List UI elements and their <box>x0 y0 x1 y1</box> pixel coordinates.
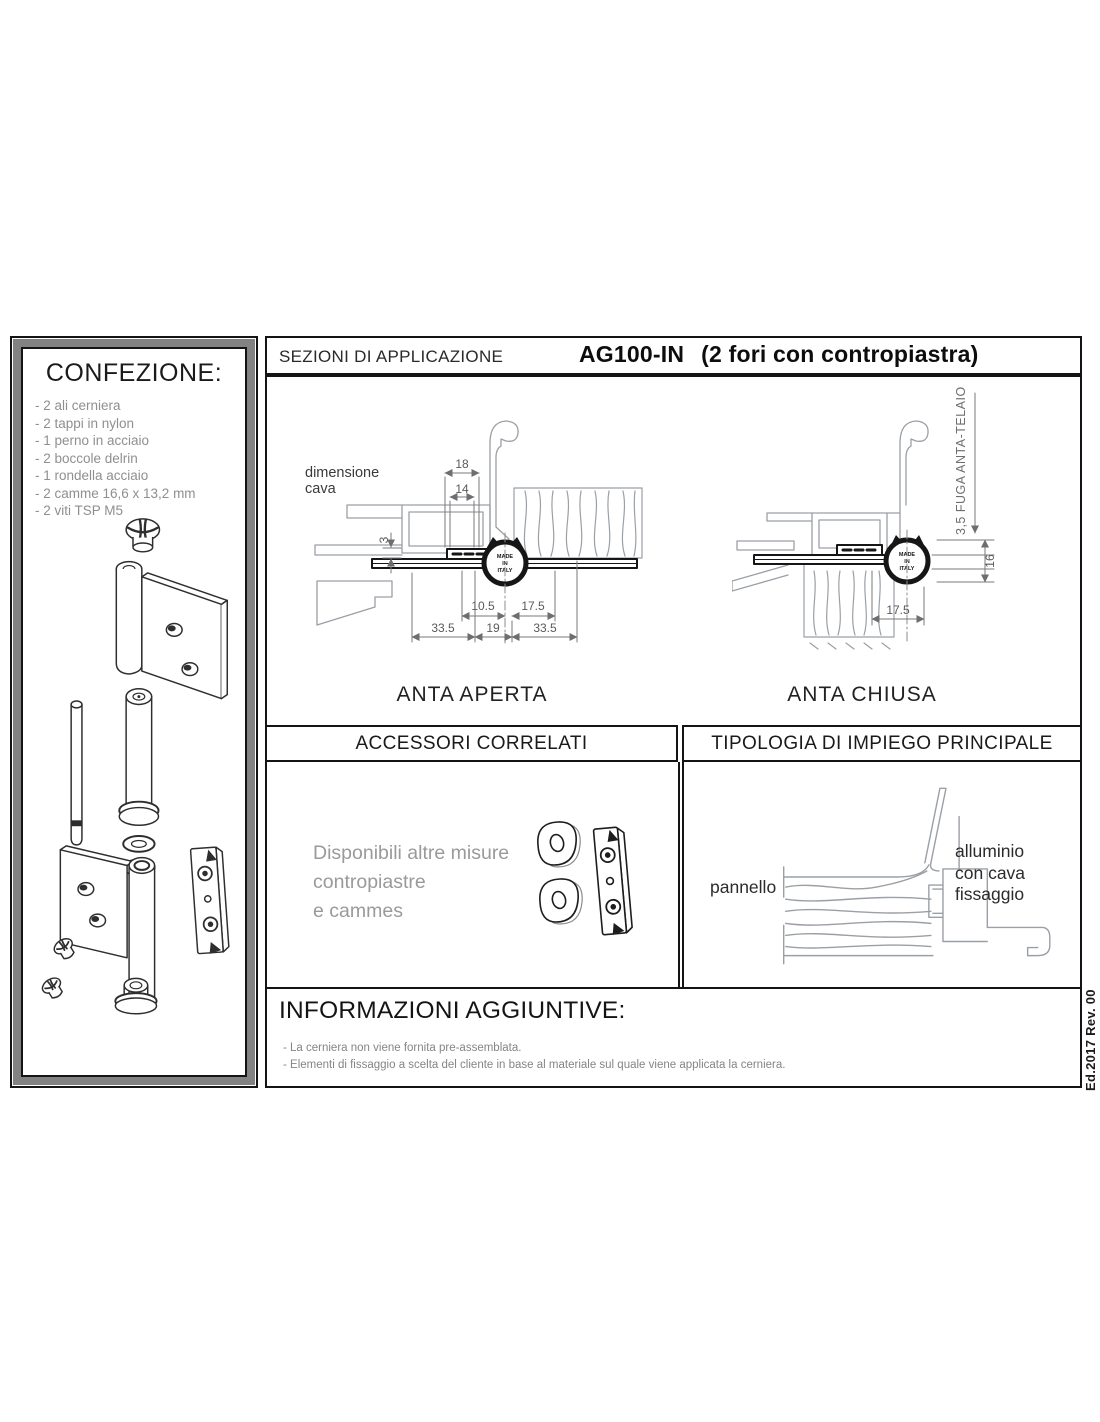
info-note: - Elementi di fissaggio a scelta del cliente in base al materiale sul quale viene applicata la cerniera. <box>283 1058 786 1071</box>
svg-text:ITALY: ITALY <box>899 566 915 572</box>
anta-chiusa-drawing <box>732 385 1077 685</box>
list-item: - 1 rondella acciaio <box>35 468 149 483</box>
list-item: - 2 ali cerniera <box>35 398 121 413</box>
vertical-divider <box>682 762 684 987</box>
confezione-panel <box>10 336 258 1088</box>
aluminium-profiles <box>315 421 518 625</box>
dim-17-5: 17.5 <box>886 603 910 617</box>
dim-33-5: 33.5 <box>431 621 455 635</box>
wood-panel <box>804 555 894 649</box>
confezione-content <box>21 347 247 1077</box>
accessories-drawing <box>522 811 644 953</box>
info-note: - La cerniera non viene fornita pre-assemblata. <box>283 1042 522 1054</box>
info-notes <box>283 1040 1080 1073</box>
list-item: - 2 viti TSP M5 <box>35 503 124 518</box>
annotation-dimensione-cava: dimensione <box>305 465 380 481</box>
hinge-wing-upper <box>116 562 227 699</box>
svg-text:cava: cava <box>305 481 336 497</box>
list-item: - 2 boccole delrin <box>35 450 138 466</box>
aluminium-label: alluminio con cava fissaggio <box>955 841 1026 904</box>
dim-33-5: 33.5 <box>533 621 557 635</box>
svg-text:MADE: MADE <box>496 554 514 560</box>
annotation-fuga-anta-telaio: 3,5 FUGA ANTA-TELAIO <box>954 386 968 535</box>
counterplate-part <box>593 827 632 936</box>
confezione-frame <box>13 339 255 1085</box>
product-variant: (2 fori con contropiastra) <box>701 341 979 367</box>
cam-part <box>538 822 580 867</box>
svg-text:MADE: MADE <box>898 552 916 558</box>
counterplate <box>190 847 229 955</box>
section-label: SEZIONI DI APPLICAZIONE <box>279 347 504 366</box>
washer <box>123 836 154 852</box>
info-title: INFORMAZIONI AGGIUNTIVE: <box>279 997 626 1024</box>
main-content-box <box>265 375 1082 1088</box>
accessories-note: Disponibili altre misure contropiastre e cammes <box>313 842 510 922</box>
additional-info-section <box>267 987 1080 1086</box>
accessori-title: ACCESSORI CORRELATI <box>355 732 588 754</box>
svg-text:IN: IN <box>904 559 910 565</box>
dim-10-5: 10.5 <box>471 599 495 613</box>
anta-aperta-drawing <box>287 385 657 685</box>
dim-18: 18 <box>455 457 469 471</box>
svg-text:ITALY: ITALY <box>497 568 513 574</box>
dimension-lines <box>872 393 994 625</box>
steel-pin <box>71 701 82 845</box>
dim-16: 16 <box>983 554 997 568</box>
wood-panel <box>514 488 642 558</box>
list-item: - 2 tappi in nylon <box>35 415 135 431</box>
edition-note: Ed.2017 Rev. 00 <box>1083 989 1098 1091</box>
tipologia-title: TIPOLOGIA DI IMPIEGO PRINCIPALE <box>711 732 1053 754</box>
exploded-hinge-drawing <box>25 499 241 1069</box>
list-item: - 2 camme 16,6 x 13,2 mm <box>35 485 196 501</box>
hinge-section <box>754 535 928 582</box>
dim-3: 3 <box>377 536 391 544</box>
tipologia-header <box>682 725 1080 762</box>
dim-19: 19 <box>486 621 500 635</box>
header-bar <box>265 336 1082 375</box>
accessori-header <box>267 725 678 762</box>
panel-label: pannello <box>710 877 777 897</box>
svg-text:IN: IN <box>502 561 508 567</box>
anta-aperta-label: ANTA APERTA <box>396 683 548 706</box>
screw-icon <box>40 975 67 1002</box>
wood-panel <box>784 865 933 964</box>
vertical-divider <box>678 762 680 987</box>
dim-14: 14 <box>455 482 469 496</box>
cam-part <box>540 879 582 924</box>
screw-icon <box>126 519 159 552</box>
confezione-title: CONFEZIONE: <box>45 359 223 387</box>
dim-17-5: 17.5 <box>521 599 545 613</box>
anta-chiusa-label: ANTA CHIUSA <box>787 683 937 706</box>
bushing <box>119 689 158 825</box>
product-title <box>579 341 979 368</box>
product-code: AG100-IN <box>579 341 685 367</box>
list-item: - 1 perno in acciaio <box>35 433 150 448</box>
